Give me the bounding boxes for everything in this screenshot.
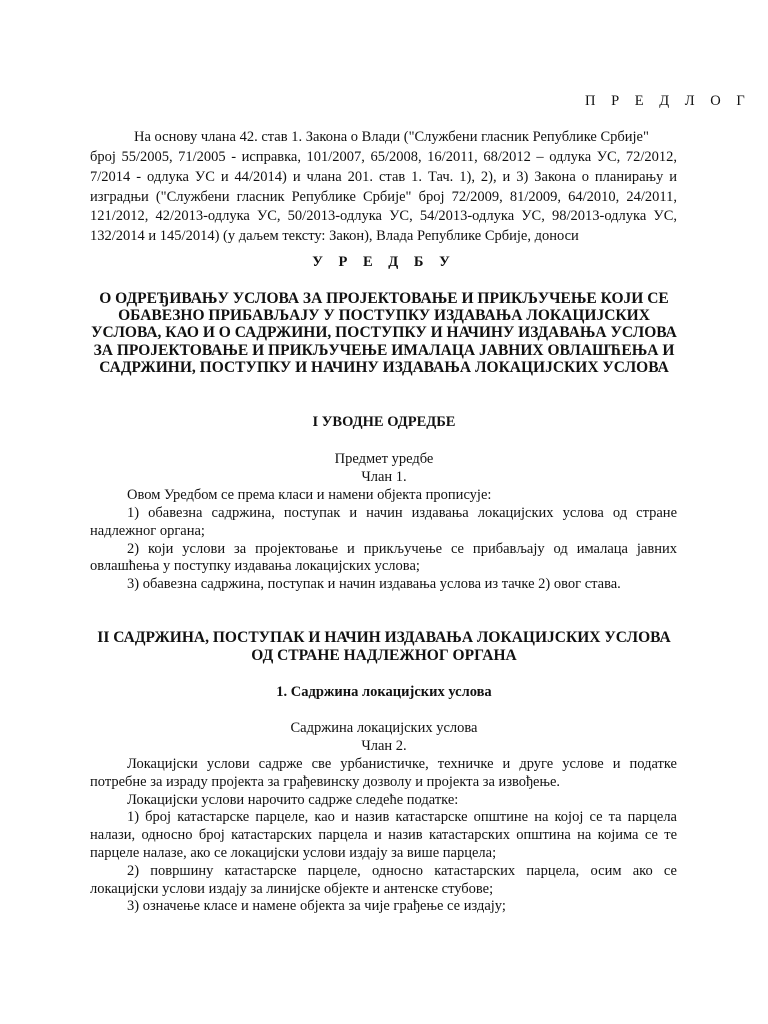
- decree-title-line: УСЛОВА, КАО И О САДРЖИНИ, ПОСТУПКУ И НАЧИНУ ИЗДАВАЊА УСЛОВА: [91, 324, 677, 341]
- list-item: парцеле налазе, ако се локацијски услови издају за више парцела;: [90, 845, 497, 861]
- article-subject: Предмет уредбе: [334, 451, 434, 467]
- decree-title-line: САДРЖИНИ, ПОСТУПКУ И НАЧИНУ ИЗДАВАЊА ЛОКАЦИЈСКИХ УСЛОВА: [99, 359, 669, 376]
- preamble-line: 7/2014 - одлука УС и 44/2014) и члана 201. став 1. Тач. 1), 2), и 3) Закона о планирању и: [90, 169, 677, 185]
- list-item: 1) обавезна садржина, поступак и начин издавања локацијских услова од стране: [127, 505, 677, 521]
- article-subject: Садржина локацијских услова: [290, 720, 478, 736]
- section-heading: II САДРЖИНА, ПОСТУПАК И НАЧИН ИЗДАВАЊА ЛОКАЦИЈСКИХ УСЛОВА: [97, 629, 671, 646]
- article-paragraph: потребне за израду пројекта за грађевинску дозволу и пројекта за извођење.: [90, 774, 561, 790]
- section-heading: I УВОДНЕ ОДРЕДБЕ: [312, 414, 456, 430]
- sub-heading: 1. Садржина локацијских услова: [276, 684, 492, 700]
- article-paragraph: Локацијски услови нарочито садрже следеће податке:: [127, 792, 459, 808]
- list-item: налази, односно број катастарских парцела и назив катастарских општина на којима се те: [90, 827, 677, 843]
- preamble-line: изградњи ("Службени гласник Републике Србије" број 72/2009, 81/2009, 64/2010, 24/2011,: [90, 189, 677, 205]
- section-heading: ОД СТРАНЕ НАДЛЕЖНОГ ОРГАНА: [251, 647, 517, 664]
- list-item: надлежног органа;: [90, 523, 205, 539]
- article-number: Члан 1.: [361, 469, 407, 485]
- article-paragraph: Локацијски услови садрже све урбанистичке, техничке и друге услове и податке: [127, 756, 677, 772]
- decree-word: У Р Е Д Б У: [312, 254, 456, 270]
- preamble-line: На основу члана 42. став 1. Закона о Влади ("Службени гласник Републике Србије": [134, 129, 649, 145]
- preamble-line: број 55/2005, 71/2005 - исправка, 101/2007, 65/2008, 16/2011, 68/2012 – одлука УС, 72/2012,: [90, 149, 677, 165]
- preamble-line: 132/2014 и 145/2014) (у даљем тексту: Закон), Влада Републике Србије, доноси: [90, 228, 579, 244]
- list-item: овлашћења у поступку издавања локацијских услова;: [90, 558, 420, 574]
- list-item: 3) означење класе и намене објекта за чије грађење се издају;: [127, 898, 506, 914]
- decree-title-line: ЗА ПРОЈЕКТОВАЊЕ И ПРИКЉУЧЕЊЕ ИМАЛАЦА ЈАВНИХ ОВЛАШЋЕЊА И: [93, 342, 675, 359]
- list-item: 1) број катастарске парцеле, као и назив катастарске општине на којој се та парцела: [127, 809, 677, 825]
- article-paragraph: Овом Уредбом се према класи и намени објекта прописује:: [127, 487, 492, 503]
- preamble-line: 121/2012, 42/2013-одлука УС, 50/2013-одлука УС, 54/2013-одлука УС, 98/2013-одлука УС,: [90, 208, 677, 224]
- list-item: локацијски услови издају за линијске објекте и антенске стубове;: [90, 881, 494, 897]
- proposal-label: П Р Е Д Л О Г: [585, 93, 751, 109]
- list-item: 3) обавезна садржина, поступак и начин издавања услова из тачке 2) овог става.: [127, 576, 621, 592]
- decree-title-line: О ОДРЕЂИВАЊУ УСЛОВА ЗА ПРОЈЕКТОВАЊЕ И ПРИКЉУЧЕЊЕ КОЈИ СЕ: [99, 290, 669, 307]
- list-item: 2) површину катастарске парцеле, односно катастарских парцела, осим ако се: [127, 863, 677, 879]
- decree-title-line: ОБАВЕЗНО ПРИБАВЉАЈУ У ПОСТУПКУ ИЗДАВАЊА ЛОКАЦИЈСКИХ: [118, 307, 650, 324]
- article-number: Члан 2.: [361, 738, 407, 754]
- list-item: 2) који услови за пројектовање и прикључење се прибављају од ималаца јавних: [127, 541, 677, 557]
